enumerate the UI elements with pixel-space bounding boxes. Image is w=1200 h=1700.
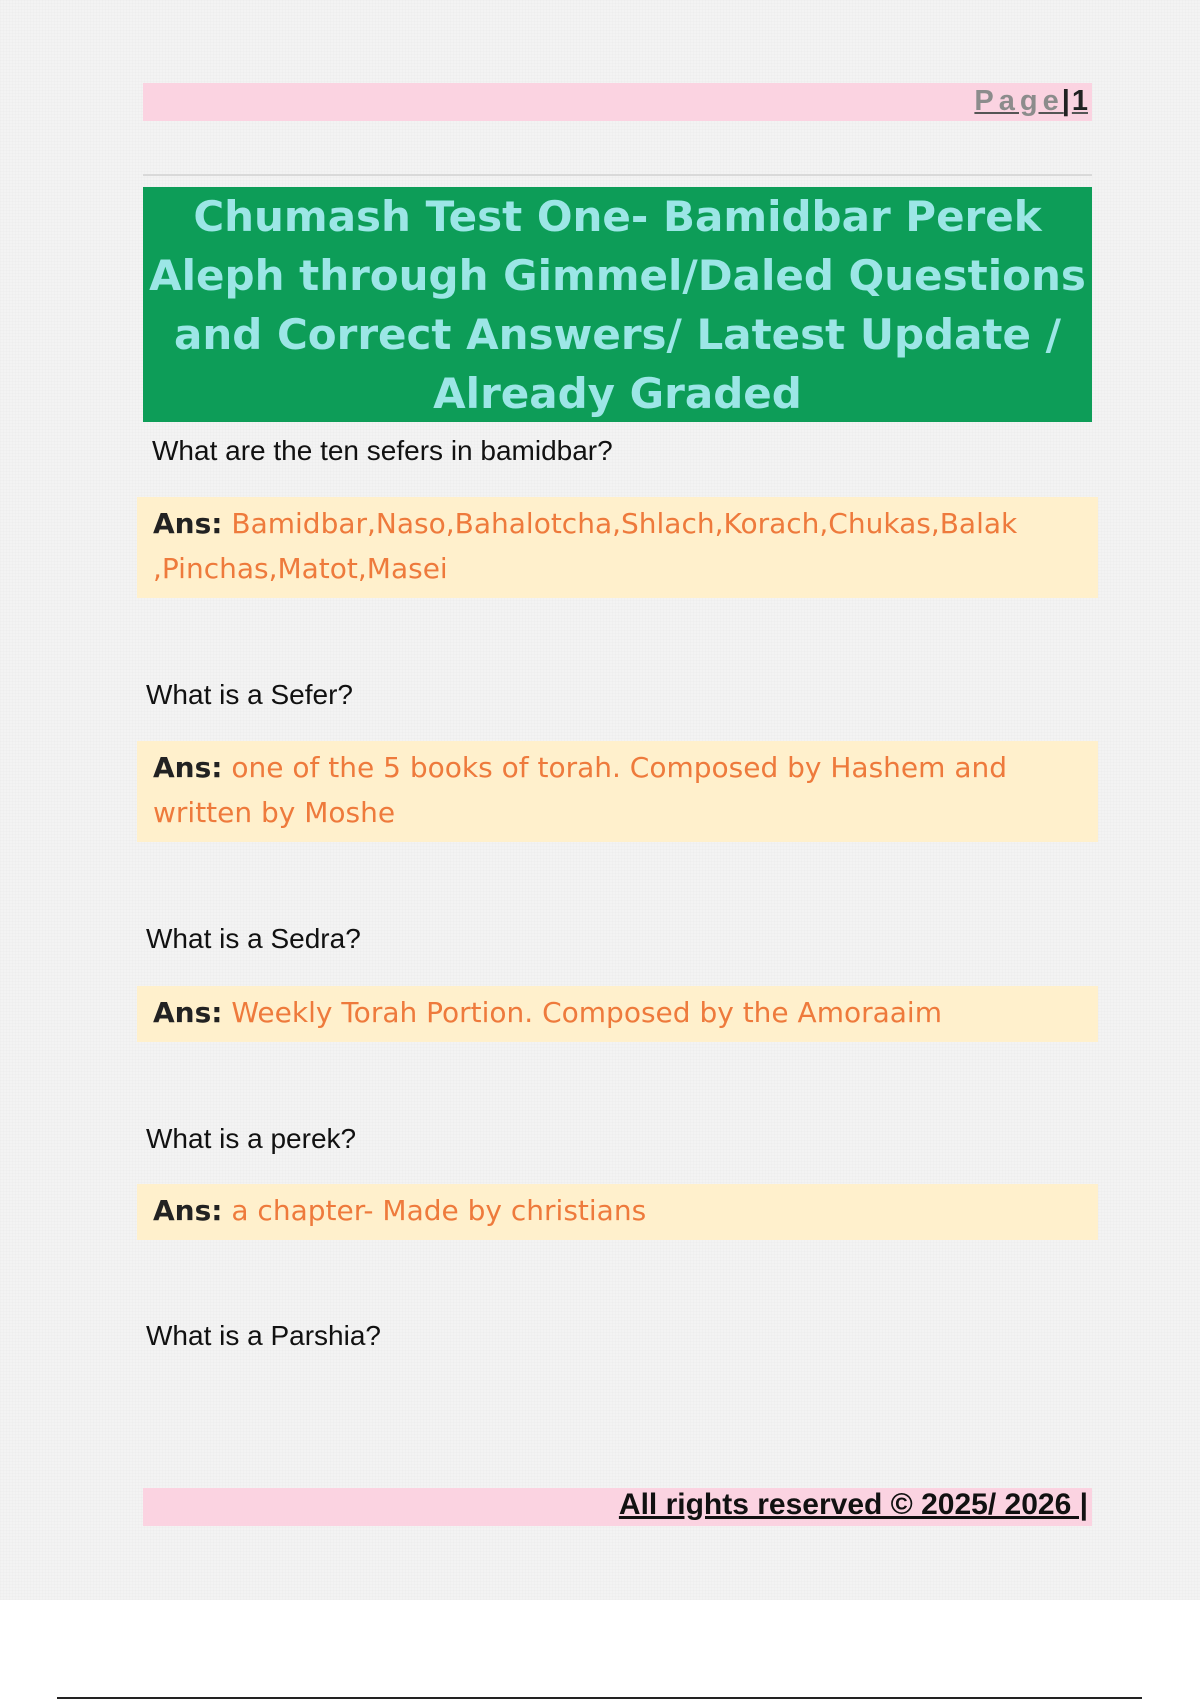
answer-3 (137, 986, 1098, 1042)
answer-text: Bamidbar,Naso,Bahalotcha,Shlach,Korach,Chukas,Balak ,Pinchas,Matot,Masei (153, 507, 1018, 585)
page-footer (143, 1488, 1092, 1526)
page-label: Page (974, 85, 1064, 117)
question-5: What is a Parshia? (146, 1320, 381, 1351)
question-2: What is a Sefer? (146, 679, 353, 710)
answer-text: one of the 5 books of torah. Composed by Hashem and written by Moshe (153, 751, 1008, 829)
copyright-notice: All rights reserved © 2025/ 2026 | (618, 1488, 1088, 1521)
answer-text: a chapter- Made by christians (231, 1194, 647, 1227)
page-header (143, 83, 1092, 121)
page-number-indicator (974, 85, 1088, 118)
answer-4 (137, 1184, 1098, 1240)
answer-label: Ans: (153, 751, 223, 784)
answer-label: Ans: (153, 1194, 223, 1227)
answer-label: Ans: (153, 996, 223, 1029)
page-number: 1 (1071, 85, 1088, 117)
question-1: What are the ten sefers in bamidbar? (152, 435, 613, 466)
answer-2 (137, 741, 1098, 842)
answer-1 (137, 497, 1098, 598)
document-title: Chumash Test One- Bamidbar Perek Aleph through Gimmel/Daled Questions and Correct Answers/ Latest Update / Already Graded (143, 187, 1092, 422)
answer-label: Ans: (153, 507, 223, 540)
page-separator: | (1061, 85, 1070, 117)
page-bottom-rule (57, 1697, 1142, 1699)
question-3: What is a Sedra? (146, 923, 361, 954)
answer-text: Weekly Torah Portion. Composed by the Amoraaim (231, 996, 942, 1029)
header-divider (143, 174, 1092, 176)
question-4: What is a perek? (146, 1123, 357, 1154)
